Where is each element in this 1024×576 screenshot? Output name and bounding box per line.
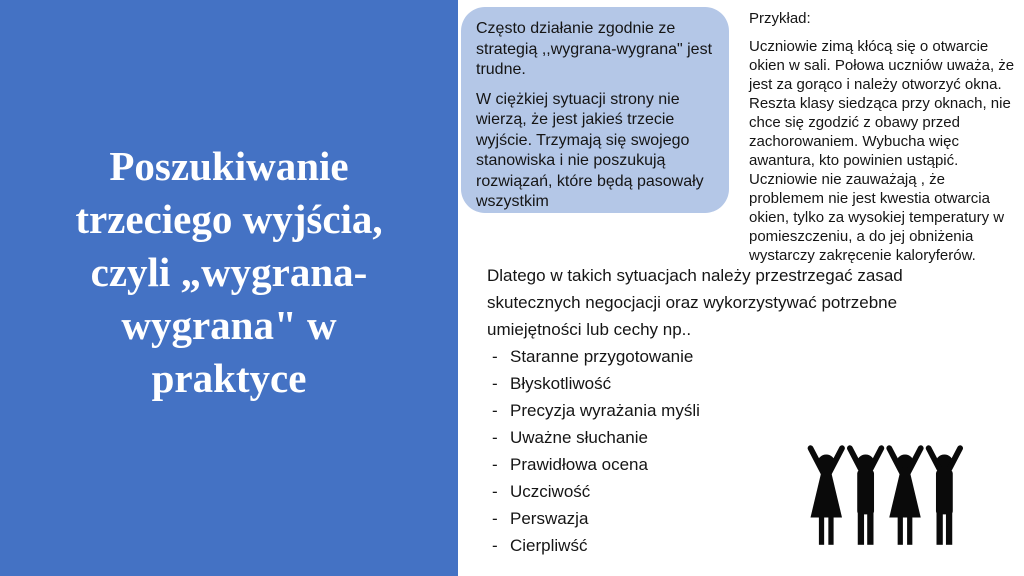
title-line: wygrana" w (121, 301, 337, 348)
list-dash: - (492, 536, 498, 555)
list-item-label: Uczciwość (510, 482, 591, 501)
list-item (487, 370, 919, 397)
list-item-label: Cierpliwść (510, 536, 588, 555)
callout-paragraph-2: W ciężkiej sytuacji strony nie wierzą, że jest jakieś trzecie wyjście. Trzymają się swojego stanowiska i nie poszukują rozwiązań, które będą pasowały wszystkim (476, 90, 704, 210)
list-item-label: Uważne słuchanie (510, 428, 648, 447)
example-body: Uczniowie zimą kłócą się o otwarcie okien w sali. Połowa uczniów uważa, że jest za gorąco i należy otworzyć okna. Reszta klasy siedząca przy oknach, nie chce się zgodzić z obawy przed zachorowaniem. Wybucha więc awantura, kto powinien ustąpić. Uczniowie nie zauważają , że problemem nie jest kwestia otwarcia okien, tylko za wysokiej temperatury w pomieszczeniu, a do jej obniżenia wystarczy zakręcenie kaloryferów. (749, 38, 1015, 264)
people-raised-arms-icon (805, 444, 963, 549)
title-line: czyli „wygrana- (90, 248, 368, 295)
title-line: trzeciego wyjścia, (75, 195, 383, 242)
page-title (57, 140, 400, 405)
list-dash: - (492, 401, 498, 420)
list-item-label: Perswazja (510, 509, 589, 528)
title-panel (0, 0, 458, 576)
title-line: Poszukiwanie (109, 142, 349, 189)
callout-box (461, 7, 729, 213)
callout-paragraph-1: Często działanie zgodnie ze strategią ,,wygrana-wygrana" jest trudne. (476, 20, 713, 78)
title-line: praktyce (151, 354, 307, 401)
list-dash: - (492, 482, 498, 501)
list-item (487, 397, 919, 424)
list-dash: - (492, 428, 498, 447)
list-item-label: Precyzja wyrażania myśli (510, 401, 700, 420)
example-section (749, 9, 1017, 265)
list-dash: - (492, 455, 498, 474)
list-item-label: Prawidłowa ocena (510, 455, 648, 474)
list-item-label: Staranne przygotowanie (510, 347, 694, 366)
list-dash: - (492, 509, 498, 528)
list-dash: - (492, 347, 498, 366)
example-heading: Przykład: (749, 10, 811, 27)
conclusion-intro: Dlatego w takich sytuacjach należy przestrzegać zasad skutecznych negocjacji oraz wykorzystywać potrzebne umiejętności lub cechy np.. (487, 266, 903, 339)
list-dash: - (492, 374, 498, 393)
list-item (487, 343, 919, 370)
list-item-label: Błyskotliwość (510, 374, 612, 393)
